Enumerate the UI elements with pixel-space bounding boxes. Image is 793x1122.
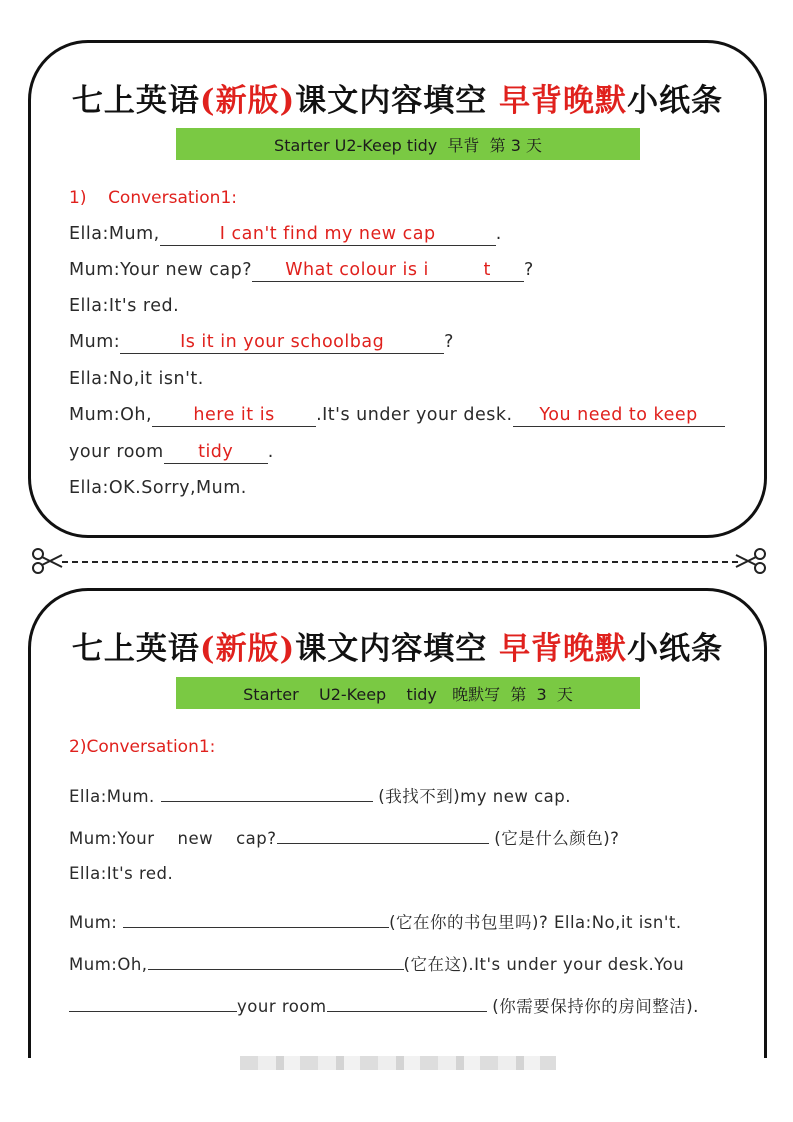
scissors-icon	[734, 546, 768, 576]
dialogue-line-1	[69, 224, 502, 246]
dialogue-line-3: Ella:It's red.	[69, 296, 180, 316]
section-heading: 2)Conversation1:	[69, 737, 216, 757]
answer-blank: tidy	[164, 442, 268, 464]
section-heading: 1) Conversation1:	[69, 188, 237, 208]
hint-text: (它在你的书包里吗)? Ella:No,it isn't.	[389, 913, 682, 932]
title-edition: (新版)	[199, 631, 296, 667]
answer-blank: Is it in your schoolbag	[120, 332, 444, 354]
hint-text: (我找不到)my new cap.	[372, 787, 571, 806]
dictation-blank[interactable]	[161, 780, 373, 802]
title-text-3: 小纸条	[627, 631, 724, 667]
title-highlight: 早背晚默	[499, 83, 628, 119]
dictation-blank-2[interactable]	[327, 990, 487, 1012]
answer-blank: here it is	[152, 405, 316, 427]
dictation-line-2	[69, 822, 619, 849]
lesson-banner: Starter U2-Keep tidy 晚默写 第 3 天	[176, 677, 640, 709]
answer-blank: I can't find my new cap	[160, 224, 496, 246]
speaker-text: Mum:	[69, 332, 121, 352]
morning-recite-card	[28, 40, 767, 538]
title-edition: (新版)	[199, 83, 296, 119]
title-text-3: 小纸条	[627, 83, 724, 119]
hint-text: (它是什么颜色)?	[488, 829, 620, 848]
punctuation: ?	[524, 260, 534, 280]
blurred-footer	[240, 1056, 556, 1070]
hint-text: (你需要保持你的房间整洁).	[486, 997, 699, 1016]
card-title	[31, 623, 764, 668]
dictation-blank[interactable]	[277, 822, 489, 844]
dictation-blank[interactable]	[148, 948, 404, 970]
answer-blank-2: You need to keep	[513, 405, 725, 427]
dictation-line-4	[69, 906, 682, 933]
dictation-line-5	[69, 948, 684, 975]
speaker-text: Mum:Your new cap?	[69, 829, 277, 848]
dictation-blank[interactable]	[123, 906, 389, 928]
speaker-text: Ella:Mum.	[69, 787, 161, 806]
dialogue-text: your room	[237, 997, 327, 1016]
speaker-text: Mum:	[69, 913, 124, 932]
punctuation: ?	[444, 332, 454, 352]
lesson-banner: Starter U2-Keep tidy 早背 第 3 天	[176, 128, 640, 160]
speaker-text: Ella:Mum,	[69, 224, 160, 244]
title-text: 七上英语	[71, 631, 200, 667]
evening-dictation-card	[28, 588, 767, 1058]
scissors-icon	[30, 546, 64, 576]
dictation-line-3: Ella:It's red.	[69, 864, 174, 883]
speaker-text: Mum:Your new cap?	[69, 260, 253, 280]
answer-text: What colour is i t	[285, 260, 491, 280]
dialogue-text: your room	[69, 442, 164, 462]
title-highlight: 早背晚默	[499, 631, 628, 667]
punctuation: .	[267, 442, 274, 462]
dialogue-line-4	[69, 332, 454, 354]
speaker-text: Mum:Oh,	[69, 405, 153, 425]
answer-blank	[252, 260, 524, 282]
title-text-2: 课文内容填空	[295, 631, 500, 667]
title-text-2: 课文内容填空	[295, 83, 500, 119]
dialogue-text: .It's under your desk.	[316, 405, 513, 425]
card-title	[31, 75, 764, 120]
dialogue-line-2	[69, 260, 534, 282]
speaker-text: Mum:Oh,	[69, 955, 148, 974]
dialogue-line-5: Ella:No,it isn't.	[69, 369, 204, 389]
cut-line	[62, 561, 738, 563]
dialogue-line-6	[69, 405, 725, 427]
dictation-blank[interactable]	[69, 990, 237, 1012]
dictation-line-1	[69, 780, 571, 807]
dialogue-line-8: Ella:OK.Sorry,Mum.	[69, 478, 247, 498]
hint-text: (它在这).It's under your desk.You	[403, 955, 685, 974]
dictation-line-6	[69, 990, 699, 1017]
punctuation: .	[495, 224, 502, 244]
dialogue-line-7	[69, 442, 274, 464]
title-text: 七上英语	[71, 83, 200, 119]
